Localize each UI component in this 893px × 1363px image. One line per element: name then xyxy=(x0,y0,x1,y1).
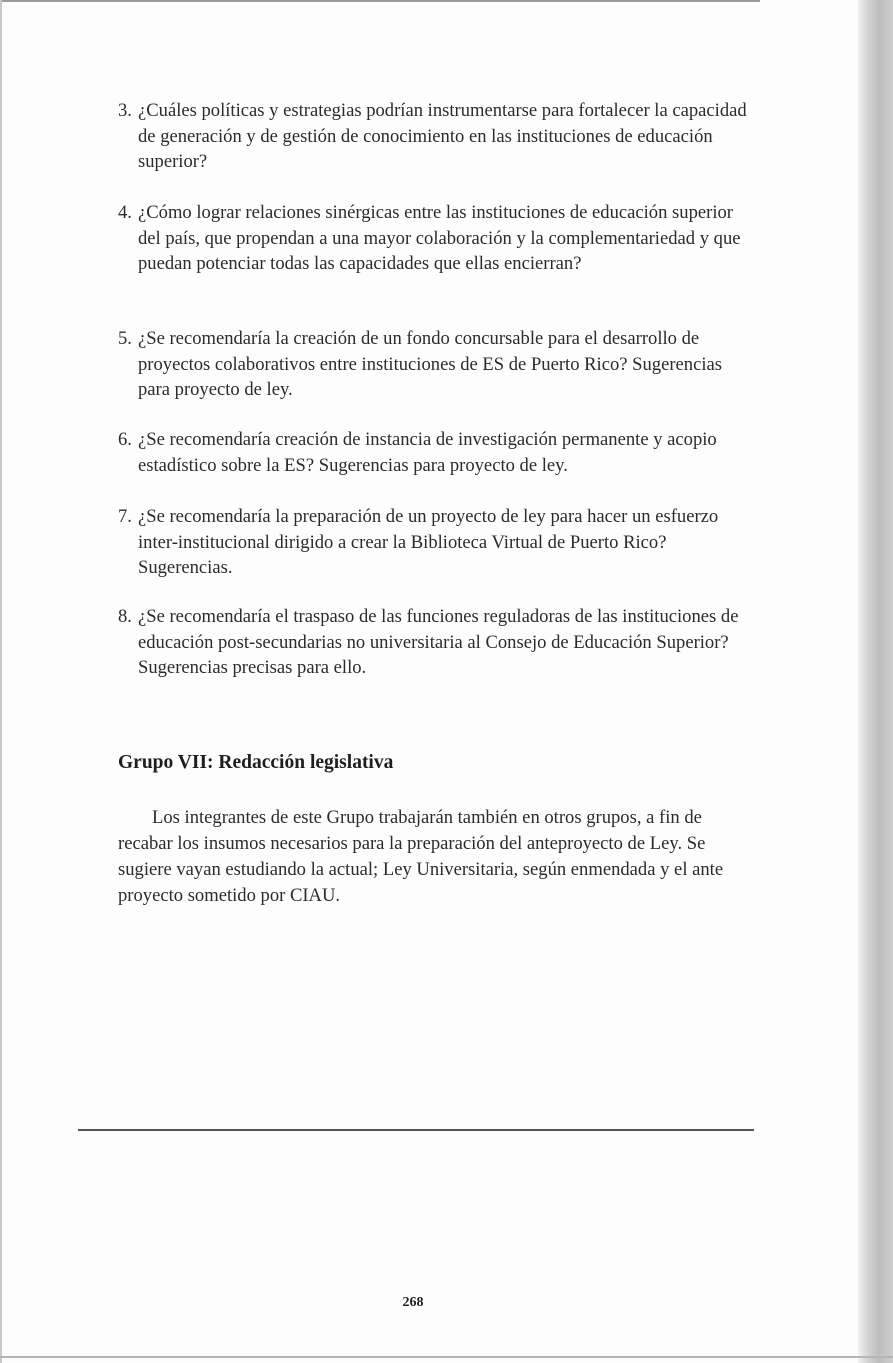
question-text: ¿Se recomendaría creación de instancia de investigación permanente y acopio estadístico sobre la ES? Sugerencias para proyecto de ley. xyxy=(138,429,717,476)
question-number: 8. xyxy=(118,606,132,627)
page-top-edge xyxy=(0,0,760,2)
question-item xyxy=(118,98,758,175)
question-item xyxy=(118,604,758,681)
question-item xyxy=(118,200,758,277)
question-text: ¿Se recomendaría la preparación de un proyecto de ley para hacer un esfuerzo inter-institucional dirigido a crear la Biblioteca Virtual de Puerto Rico? Sugerencias. xyxy=(138,506,719,578)
question-number: 3. xyxy=(118,100,132,121)
question-number: 6. xyxy=(118,429,132,450)
page-number: 268 xyxy=(402,1295,424,1310)
scan-binding-shadow xyxy=(858,0,893,1363)
question-item xyxy=(118,504,758,581)
footer-rule xyxy=(78,1129,754,1131)
page-bottom-edge xyxy=(0,1356,893,1358)
question-text: ¿Se recomendaría el traspaso de las funciones reguladoras de las instituciones de educación post-secundarias no universitaria al Consejo de Educación Superior? Sugerencias precisas para ello. xyxy=(138,606,739,678)
question-text: ¿Se recomendaría la creación de un fondo concursable para el desarrollo de proyectos colaborativos entre instituciones de ES de Puerto Rico? Sugerencias para proyecto de ley. xyxy=(138,328,722,400)
question-item xyxy=(118,326,758,403)
section-paragraph: Los integrantes de este Grupo trabajarán también en otros grupos, a fin de recabar los insumos necesarios para la preparación del anteproyecto de Ley. Se sugiere vayan estudiando la actual; Ley Universitaria, según enmendada y el ante proyecto sometido por CIAU. xyxy=(118,807,724,906)
question-item xyxy=(118,427,758,478)
question-number: 4. xyxy=(118,202,132,223)
question-number: 5. xyxy=(118,328,132,349)
question-text: ¿Cuáles políticas y estrategias podrían instrumentarse para fortalecer la capacidad de generación y de gestión de conocimiento en las instituciones de educación superior? xyxy=(138,100,747,172)
question-text: ¿Cómo lograr relaciones sinérgicas entre las instituciones de educación superior del país, que propendan a una mayor colaboración y la complementariedad y que puedan potenciar todas las capacidades que ellas encierran? xyxy=(138,202,741,274)
page-left-edge xyxy=(0,0,2,1363)
section-heading: Grupo VII: Redacción legislativa xyxy=(118,752,394,773)
question-number: 7. xyxy=(118,506,132,527)
